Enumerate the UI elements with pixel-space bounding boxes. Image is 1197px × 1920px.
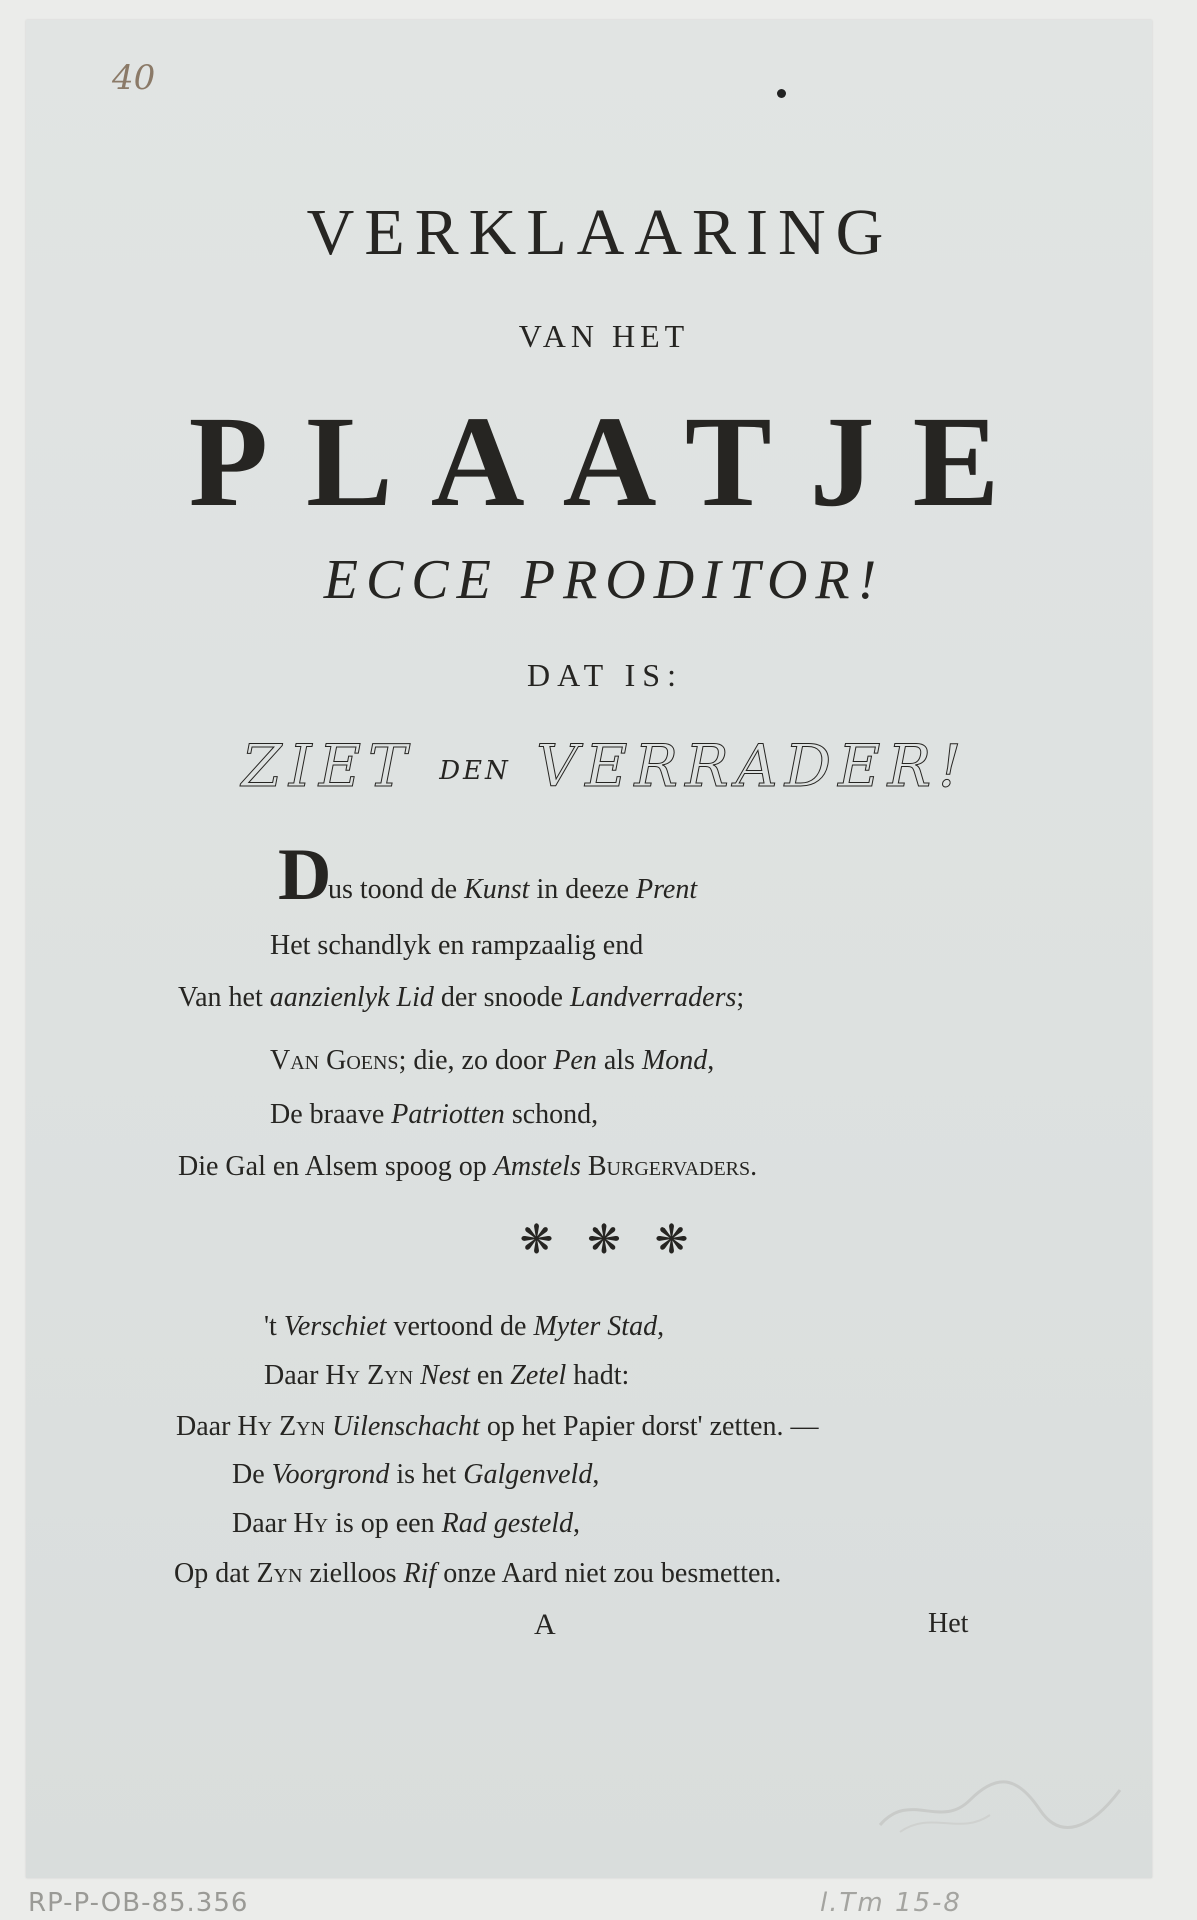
- verse-line-1-6: Die Gal en Alsem spoog op Amstels Burgervaders.: [178, 1151, 758, 1182]
- pencil-scribble: [870, 1770, 1130, 1840]
- title-verklaring: VERKLAARING: [306, 196, 894, 269]
- verse-line-1-3: Van het aanzienlyk Lid der snoode Landverraders;: [178, 982, 745, 1013]
- signature-mark: A: [534, 1608, 556, 1641]
- verse-line-1-5: De braave Patriotten schond,: [270, 1099, 599, 1130]
- verse-line-2-5: Daar Hy is op een Rad gesteld,: [232, 1508, 581, 1539]
- title-dat-is: DAT IS:: [527, 657, 683, 693]
- accession-number: RP-P-OB-85.356: [28, 1888, 249, 1918]
- title-ziet-den-verrader: [26, 732, 1152, 800]
- ink-dot: [777, 89, 786, 98]
- title-van-het: VAN HET: [518, 318, 690, 354]
- verse-line-1-1: us toond de Kunst in deeze Prent: [328, 874, 698, 905]
- verse-line-2-3: Daar Hy Zyn Uilenschacht op het Papier dorst' zetten. —: [176, 1411, 819, 1442]
- title-plaatje: PLAATJE: [188, 390, 1038, 534]
- shelf-mark: l.Tm 15-8: [820, 1888, 962, 1918]
- verse-line-2-1: 't Verschiet vertoond de Myter Stad,: [264, 1311, 665, 1342]
- verse-line-1-4: Van Goens; die, zo door Pen als Mond,: [270, 1045, 715, 1076]
- drop-cap: D: [278, 834, 332, 916]
- title-verrader-word: VERRADER!: [536, 732, 969, 800]
- title-ecce-proditor: ECCE PRODITOR!: [323, 549, 885, 611]
- folio-number: 40: [112, 58, 156, 98]
- asterism-separator: ❋❋❋: [519, 1217, 723, 1263]
- verse-line-2-6: Op dat Zyn zielloos Rif onze Aard niet zou besmetten.: [174, 1558, 782, 1589]
- verse-line-2-2: Daar Hy Zyn Nest en Zetel hadt:: [264, 1360, 630, 1391]
- verse-line-1-2: Het schandlyk en rampzaalig end: [270, 930, 644, 961]
- verse-line-2-4: De Voorgrond is het Galgenveld,: [232, 1459, 600, 1490]
- catchword: Het: [928, 1608, 969, 1639]
- title-ziet-word: ZIET: [241, 732, 414, 800]
- title-den-word: DEN: [439, 755, 511, 786]
